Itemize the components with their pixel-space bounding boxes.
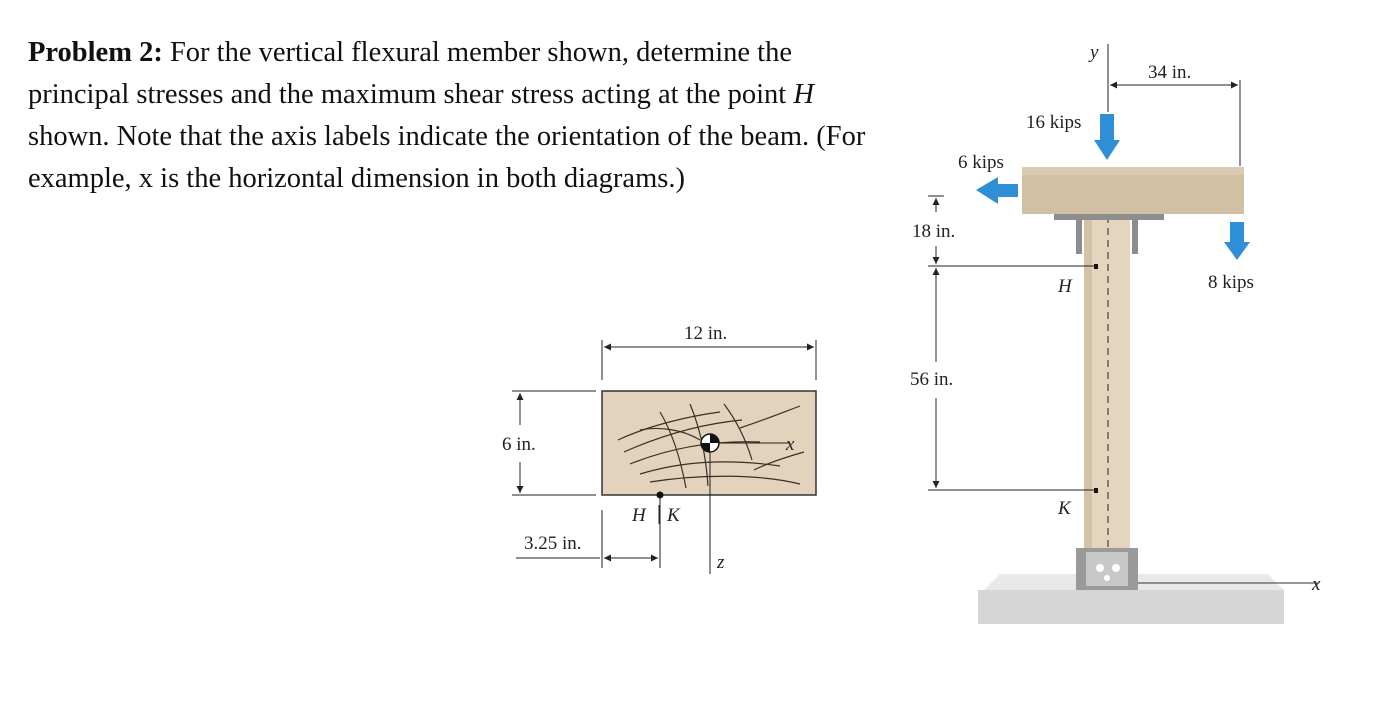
cs-axis-z-label: z [717, 552, 725, 573]
problem-label: Problem 2: [28, 37, 163, 68]
cs-point-h-label: H [632, 505, 646, 526]
centroid-icon [701, 434, 719, 452]
cs-axis-x-label: x [786, 434, 795, 455]
problem-text-1: For the vertical flexural member shown, determine the principal stresses and the maximum shear stress acting at the point [28, 37, 794, 110]
cs-height-label: 6 in. [502, 434, 536, 455]
cs-width-label: 12 in. [684, 323, 728, 344]
col-axis-x-label: x [1312, 574, 1321, 595]
dim-18-label: 18 in. [912, 221, 956, 242]
column-diagram [910, 42, 1321, 624]
load-16-kips-arrow [1094, 114, 1120, 160]
problem-point: H [793, 79, 814, 110]
load-6-kips-arrow [976, 177, 1018, 204]
cs-point-k-label: K [667, 505, 680, 526]
col-point-k-label: K [1058, 498, 1071, 519]
load-8-kips-label: 8 kips [1208, 272, 1254, 293]
load-8-kips-arrow [1224, 222, 1250, 260]
col-point-h-label: H [1058, 276, 1072, 297]
base-bracket [1076, 548, 1138, 590]
base-slab [978, 574, 1321, 624]
dim-34-label: 34 in. [1148, 62, 1192, 83]
col-axis-y-label: y [1090, 42, 1099, 63]
cross-section [502, 323, 816, 574]
cs-offset-label: 3.25 in. [524, 533, 582, 554]
load-16-kips-label: 16 kips [1026, 112, 1082, 133]
problem-text-2: shown. Note that the axis labels indicate the orientation of the beam. (For example, x is the horizontal dimension in both diagrams.) [28, 121, 866, 194]
load-6-kips-label: 6 kips [958, 152, 1004, 173]
dim-56-label: 56 in. [910, 369, 954, 390]
